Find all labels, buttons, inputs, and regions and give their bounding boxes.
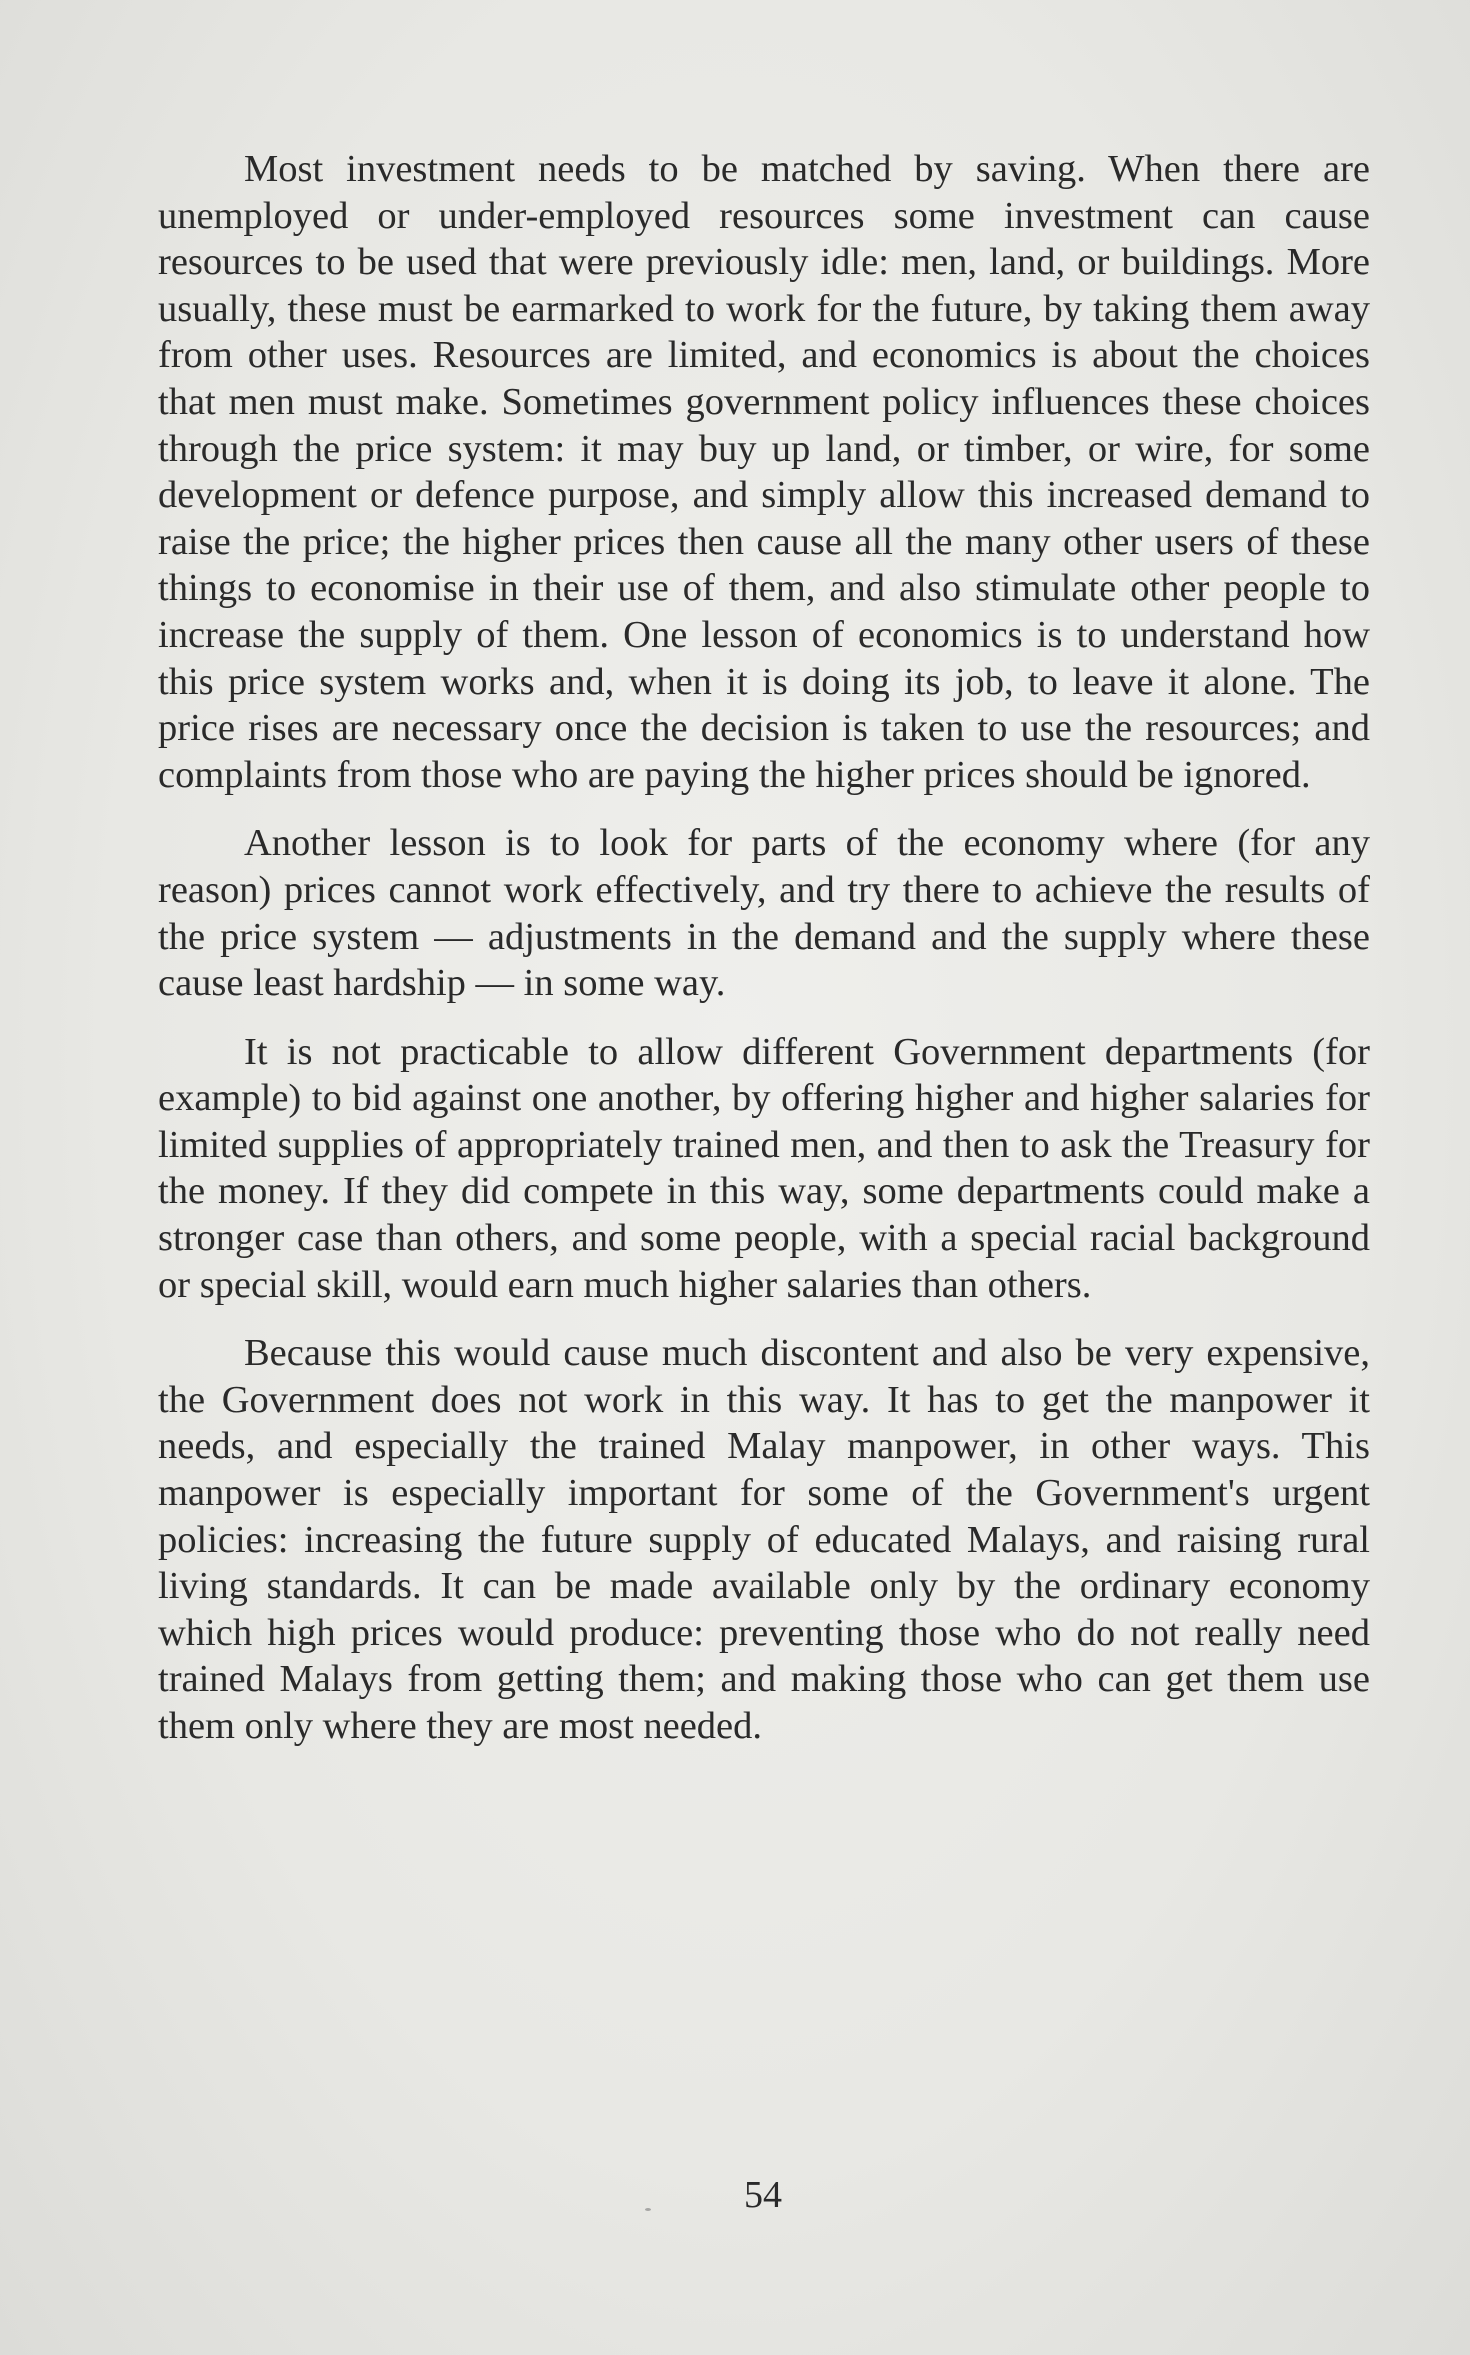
paragraph-government-departments: It is not practicable to allow different Government departments (for example) to bid against one another, by offering higher and higher salaries for limited supplies of appropriately trained men, and then to ask the Treasury for the money. If they did compete in this way, some departments could make a stronger case than others, and some people, with a special racial background or special skill, would earn much higher salaries than others. [158, 1030, 1370, 1306]
paragraph-another-lesson: Another lesson is to look for parts of the economy where (for any reason) prices cannot work effectively, and try there to achieve the results of the price system — adjustments in the demand and the supply where these cause least hardship — in some way. [158, 822, 1370, 1005]
page-number: 54 [744, 2174, 782, 2216]
body-text [158, 146, 1370, 1772]
paragraph-investment-saving: Most investment needs to be matched by saving. When there are unemployed or under-employed resources some investment can cause resources to be used that were previously idle: men, land, or buildings. More usually, these must be earmarked to work for the future, by taking them away from other uses. Resources are limited, and economics is about the choices that men must make. Sometimes government policy influences these choices through the price system: it may buy up land, or timber, or wire, for some development or defence purpose, and simply allow this increased demand to raise the price; the higher prices then cause all the many other users of these things to economise in their use of them, and also stimulate other people to increase the supply of them. One lesson of economics is to understand how this price system works and, when it is doing its job, to leave it alone. The price rises are necessary once the decision is taken to use the resources; and complaints from those who are paying the higher prices should be ignored. [158, 148, 1370, 796]
paragraph-manpower: Because this would cause much discontent and also be very expensive, the Government does not work in this way. It has to get the manpower it needs, and especially the trained Malay manpower, in other ways. This manpower is especially important for some of the Government's urgent policies: increasing the future supply of educated Malays, and raising rural living standards. It can be made available only by the ordinary economy which high prices would produce: preventing those who do not really need trained Malays from getting them; and making those who can get them use them only where they are most needed. [158, 1332, 1370, 1747]
